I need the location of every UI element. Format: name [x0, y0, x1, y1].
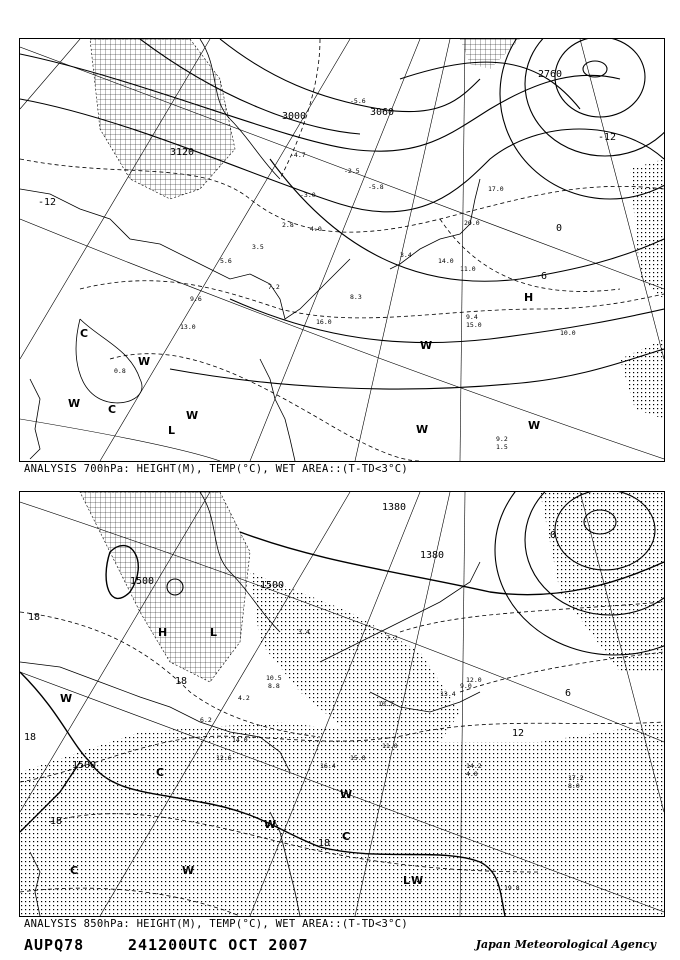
isotherm-label: -6	[535, 271, 548, 282]
station-obs: 4.2	[238, 694, 250, 702]
wet-area	[80, 492, 250, 682]
warm-center: W	[411, 874, 424, 887]
cold-center: C	[70, 864, 79, 877]
low-center: L	[168, 424, 176, 437]
contour-label: 3060	[370, 107, 395, 118]
station-obs: 6.2	[200, 716, 212, 724]
station-obs: 3.5	[252, 243, 264, 251]
isotherm-label: 0	[556, 223, 563, 234]
station-obs: 8.8	[268, 682, 280, 690]
caption-700hpa: ANALYSIS 700hPa: HEIGHT(M), TEMP(°C), WET AREA::(T-TD<3°C)	[24, 463, 409, 475]
station-obs: 13.0	[180, 323, 196, 331]
station-obs: 3.4	[298, 628, 310, 636]
isotherm-label: 12	[512, 728, 525, 739]
contour-label: 1380	[420, 550, 445, 561]
station-obs: 10.7	[378, 700, 394, 708]
isotherm-label: -12	[598, 132, 617, 143]
station-obs: -5.6	[350, 97, 366, 105]
station-obs: 7.2	[386, 634, 398, 642]
station-obs: 19.8	[504, 884, 520, 892]
contour-label: 3120	[170, 147, 195, 158]
warm-center: W	[420, 339, 433, 352]
station-obs: -5.8	[368, 183, 384, 191]
coastlines	[20, 39, 480, 461]
isotherm-label: 18	[175, 676, 188, 687]
warm-center: W	[68, 397, 81, 410]
station-obs: 10.0	[560, 329, 576, 337]
chart-code: AUPQ78	[24, 936, 85, 954]
station-obs: 1.5	[496, 443, 508, 451]
station-obs: 7.2	[268, 283, 280, 291]
contour-label: 2760	[538, 69, 563, 80]
station-obs: 14.0	[232, 736, 248, 744]
station-obs: -4.7	[290, 151, 306, 159]
high-center: H	[158, 626, 168, 639]
station-obs: 12.0	[466, 676, 482, 684]
cold-center: C	[342, 830, 351, 843]
station-obs: 13.4	[440, 690, 456, 698]
station-obs: 17.0	[488, 185, 504, 193]
warm-center: W	[340, 788, 353, 801]
station-obs: 9.4	[466, 313, 478, 321]
station-obs: 15.0	[466, 321, 482, 329]
station-obs: -2.5	[344, 167, 360, 175]
cold-center: C	[156, 766, 165, 779]
map-700hpa-canvas	[20, 39, 664, 461]
station-obs: 4.0	[466, 770, 478, 778]
station-obs: 11.0	[460, 265, 476, 273]
warm-center: W	[416, 423, 429, 436]
contour-label: 1500	[260, 580, 285, 591]
station-obs: 16.4	[320, 762, 336, 770]
station-obs: 14.2	[466, 762, 482, 770]
contour-label: 1380	[382, 502, 407, 513]
analysis-timestamp: 241200UTC OCT 2007	[128, 936, 309, 954]
station-obs: -3.0	[300, 191, 316, 199]
station-obs: 4.0	[310, 225, 322, 233]
wet-area	[540, 492, 664, 672]
station-obs: 0.8	[114, 367, 126, 375]
station-obs: 9.6	[190, 295, 202, 303]
station-obs: 8.0	[568, 782, 580, 790]
warm-center: W	[138, 355, 151, 368]
caption-850hpa: ANALYSIS 850hPa: HEIGHT(M), TEMP(°C), WET AREA::(T-TD<3°C)	[24, 918, 409, 930]
map-850hpa-canvas	[20, 492, 664, 916]
contour-label: 1500	[130, 576, 155, 587]
station-obs: 10.5	[266, 674, 282, 682]
wet-area	[20, 722, 664, 916]
warm-center: W	[528, 419, 541, 432]
warm-center: W	[60, 692, 73, 705]
cold-center: C	[108, 403, 117, 416]
warm-center: W	[264, 818, 277, 831]
station-obs: 5.6	[220, 257, 232, 265]
contour-label: 1500	[72, 760, 97, 771]
isotherm-label: 18	[24, 732, 37, 743]
isotherm-label: 6	[565, 688, 572, 699]
station-obs: 12.6	[216, 754, 232, 762]
station-obs: 15.0	[350, 754, 366, 762]
station-obs: 3.4	[400, 251, 412, 259]
isotherm-label: 18	[318, 838, 331, 849]
station-obs: 17.2	[568, 774, 584, 782]
station-obs: 16.0	[316, 318, 332, 326]
isotherm-label: 18	[50, 816, 63, 827]
isotherm-label: 18	[28, 612, 41, 623]
high-center: H	[524, 291, 534, 304]
cold-center: C	[80, 327, 89, 340]
station-obs: 9.2	[496, 435, 508, 443]
contour-label: 3000	[282, 111, 307, 122]
low-center: L	[403, 874, 411, 887]
station-obs: 2.8	[282, 221, 294, 229]
wet-area	[250, 572, 460, 742]
warm-center: W	[182, 864, 195, 877]
map-700hpa	[19, 38, 665, 462]
agency-name: Japan Meteorological Agency	[475, 938, 656, 951]
low-center: L	[210, 626, 218, 639]
station-obs: 20.0	[464, 219, 480, 227]
station-obs: 8.3	[350, 293, 362, 301]
station-obs: 9.0	[460, 682, 472, 690]
station-obs: 11.0	[382, 742, 398, 750]
warm-center: W	[186, 409, 199, 422]
isotherm-label: 0	[550, 530, 557, 541]
station-obs: 14.0	[438, 257, 454, 265]
isotherm-label: -12	[38, 197, 57, 208]
map-850hpa	[19, 491, 665, 917]
